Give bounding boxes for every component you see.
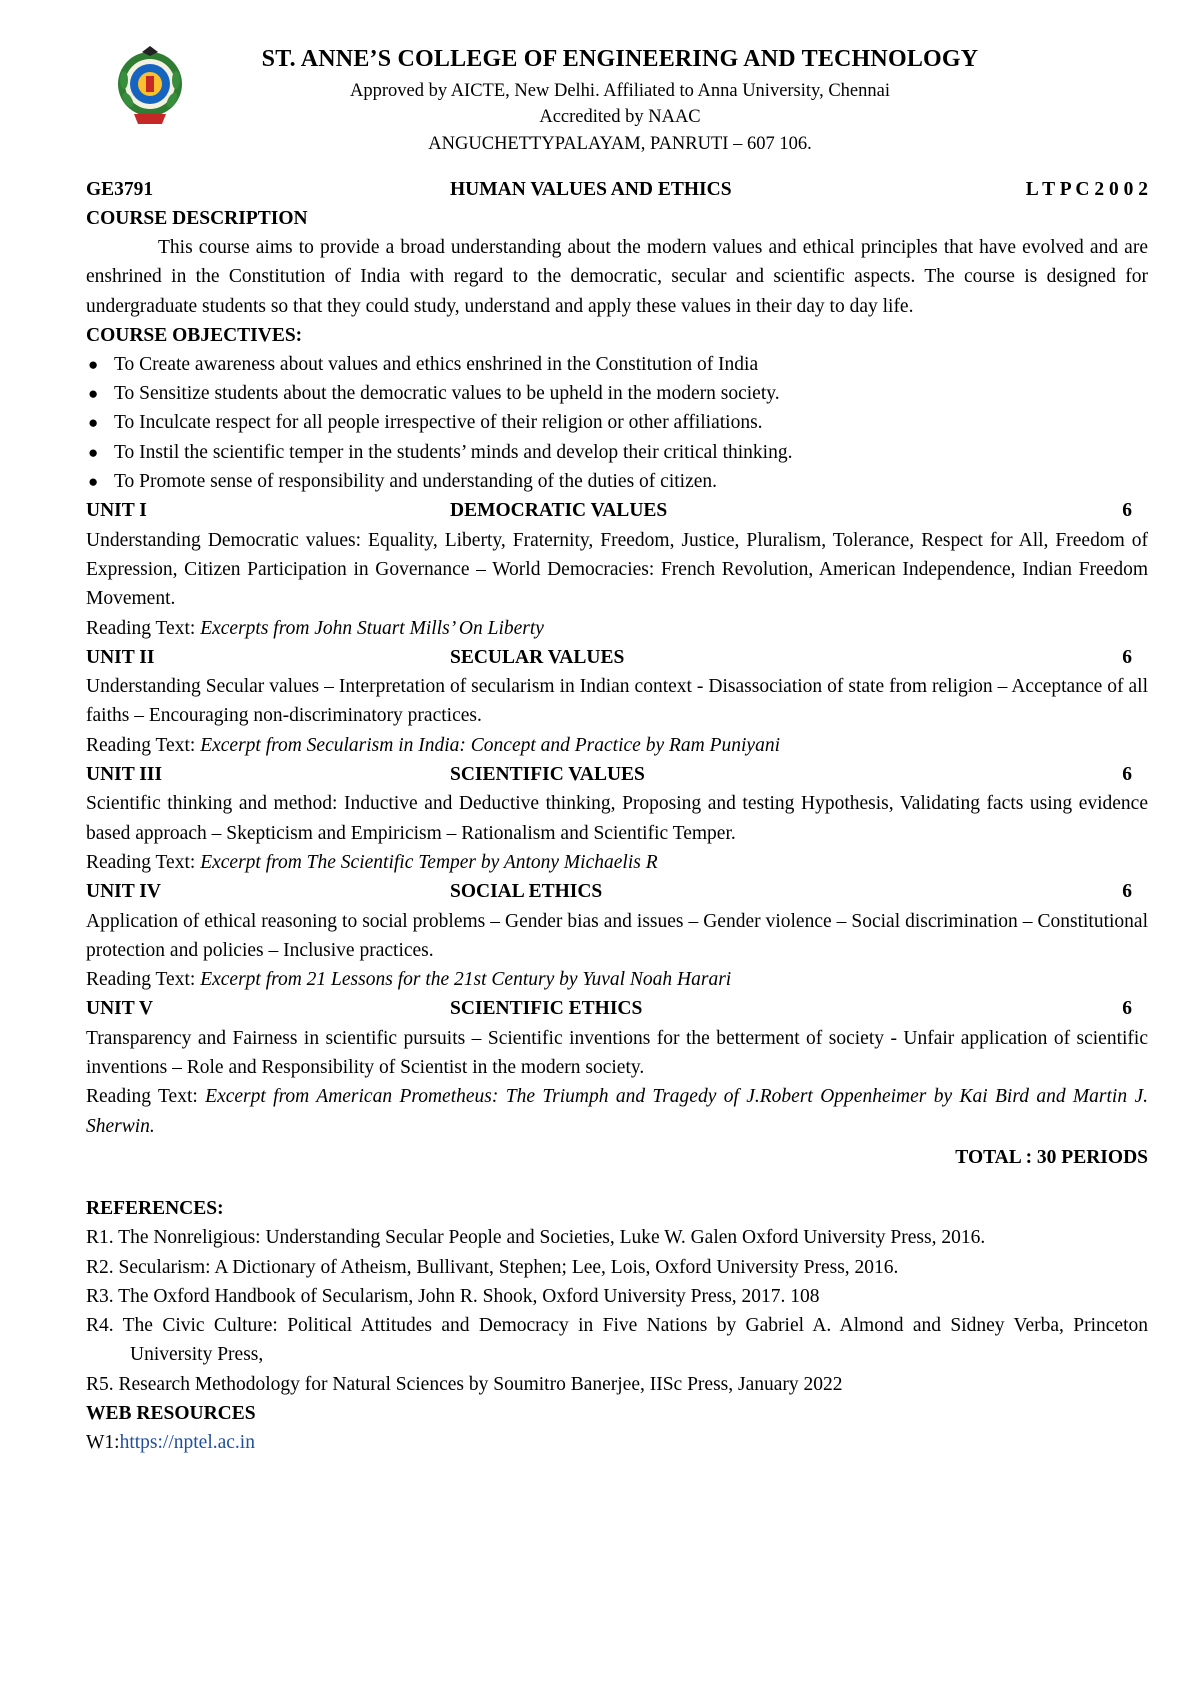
unit-label: UNIT V [86,998,154,1020]
web-resource-item [86,1428,1148,1457]
description-heading: COURSE DESCRIPTION [86,208,308,229]
unit-content: Understanding Democratic values: Equality, Liberty, Fraternity, Freedom, Justice, Pluralism, Tolerance, Respect for All, Freedom of Expression, Citizen Participation in Governance – World Democracies: French Revolution, American Independence, Indian Freedom Movement. [86,529,1148,610]
bullet-icon: ● [88,472,99,492]
list-item: R5. Research Methodology for Natural Sciences by Soumitro Banerjee, IISc Press, January 2022 [86,1373,843,1395]
description-text: This course aims to provide a broad understanding about the modern values and ethical principles that have evolved and are enshrined in the Constitution of India with regard to the democratic, secular and scientific aspects. The course is designed for undergraduate students so that they could study, understand and apply these values in their day to day life. [86,237,1148,317]
unit-header [86,877,1148,906]
references-list [86,1223,1148,1399]
list-item: ● To Create awareness about values and ethics enshrined in the Constitution of India [86,350,1148,379]
unit-hours: 6 [1122,998,1132,1020]
college-emblem-icon [112,44,188,128]
bullet-icon: ● [88,354,99,374]
web-resource-prefix: W1: [86,1431,120,1453]
unit-hours: 6 [1122,881,1132,903]
nptel-link[interactable]: https://nptel.ac.in [119,1431,255,1453]
total-periods: TOTAL : 30 PERIODS [955,1146,1148,1168]
unit-header [86,643,1148,672]
unit-label: UNIT IV [86,881,161,903]
list-item: R2. Secularism: A Dictionary of Atheism, Bullivant, Stephen; Lee, Lois, Oxford University Press, 2016. [86,1256,899,1278]
course-header-row [86,175,1148,204]
unit-header [86,760,1148,789]
web-resources-heading: WEB RESOURCES [86,1402,256,1424]
list-item: R1. The Nonreligious: Understanding Secular People and Societies, Luke W. Galen Oxford University Press, 2016. [86,1227,986,1249]
reading-text: Reading Text: Excerpts from John Stuart Mills’ On Liberty [86,617,544,639]
unit-label: UNIT III [86,764,163,786]
objectives-heading: COURSE OBJECTIVES: [86,324,303,346]
list-item: ● To Promote sense of responsibility and understanding of the duties of citizen. [86,467,1148,496]
course-title: HUMAN VALUES AND ETHICS [450,179,732,200]
bullet-icon: ● [88,442,99,462]
header-approval-line: Approved by AICTE, New Delhi. Affiliated to Anna University, Chennai [349,81,890,101]
unit-title: DEMOCRATIC VALUES [450,500,668,522]
course-ltpc: L T P C 2 0 0 2 [1025,179,1148,200]
list-item: ● To Sensitize students about the democratic values to be upheld in the modern society. [86,379,1148,408]
unit-content: Application of ethical reasoning to social problems – Gender bias and issues – Gender violence – Social discrimination – Constitutional protection and policies – Inclusive practices. [86,910,1148,961]
unit-title: SCIENTIFIC VALUES [450,764,645,786]
list-item: ● To Instil the scientific temper in the students’ minds and develop their critical thinking. [86,438,1148,467]
syllabus-body [86,175,1148,1457]
unit-label: UNIT I [86,500,147,522]
list-item: R3. The Oxford Handbook of Secularism, John R. Shook, Oxford University Press, 2017. 108 [86,1285,820,1307]
unit-hours: 6 [1122,500,1132,522]
unit-content: Transparency and Fairness in scientific pursuits – Scientific inventions for the betterment of society - Unfair application of scientific inventions – Role and Responsibility of Scientist in the modern society. [86,1027,1148,1079]
unit-content: Scientific thinking and method: Inductive and Deductive thinking, Proposing and testing Hypothesis, Validating facts using evidence based approach – Skepticism and Empiricism – Rationalism and Scientific Temper. [86,793,1148,844]
unit-header [86,496,1148,525]
bullet-icon: ● [88,384,99,404]
unit-label: UNIT II [86,646,155,668]
reading-text: Reading Text: Excerpt from 21 Lessons for the 21st Century by Yuval Noah Harari [86,969,732,991]
unit-content: Understanding Secular values – Interpretation of secularism in Indian context - Disassociation of state from religion – Acceptance of all faiths – Encouraging non-discriminatory practices. [86,676,1148,727]
unit-title: SOCIAL ETHICS [450,881,603,903]
unit-title: SCIENTIFIC ETHICS [450,998,643,1020]
list-item: R4. The Civic Culture: Political Attitudes and Democracy in Five Nations by Gabriel A. Almond and Sidney Verba, Princeton University Press, [86,1315,1148,1366]
references-heading: REFERENCES: [86,1198,224,1220]
course-code: GE3791 [86,179,154,200]
college-name: ST. ANNE’S COLLEGE OF ENGINEERING AND TECHNOLOGY [261,46,979,72]
reading-text: Reading Text: Excerpt from American Prometheus: The Triumph and Tragedy of J.Robert Oppenheimer by Kai Bird and Martin J. Sherwin. [86,1086,1148,1137]
reading-text: Reading Text: Excerpt from The Scientific Temper by Antony Michaelis R [86,851,658,873]
header-address-line: ANGUCHETTYPALAYAM, PANRUTI – 607 106. [428,134,812,154]
list-item: ● To Inculcate respect for all people irrespective of their religion or other affiliations. [86,408,1148,437]
reading-text: Reading Text: Excerpt from Secularism in India: Concept and Practice by Ram Puniyani [86,734,780,756]
unit-title: SECULAR VALUES [450,646,625,668]
unit-header [86,994,1148,1023]
unit-hours: 6 [1122,646,1132,668]
bullet-icon: ● [88,413,99,433]
header-accreditation-line: Accredited by NAAC [539,107,701,127]
unit-hours: 6 [1122,764,1132,786]
objectives-list [86,350,1148,496]
